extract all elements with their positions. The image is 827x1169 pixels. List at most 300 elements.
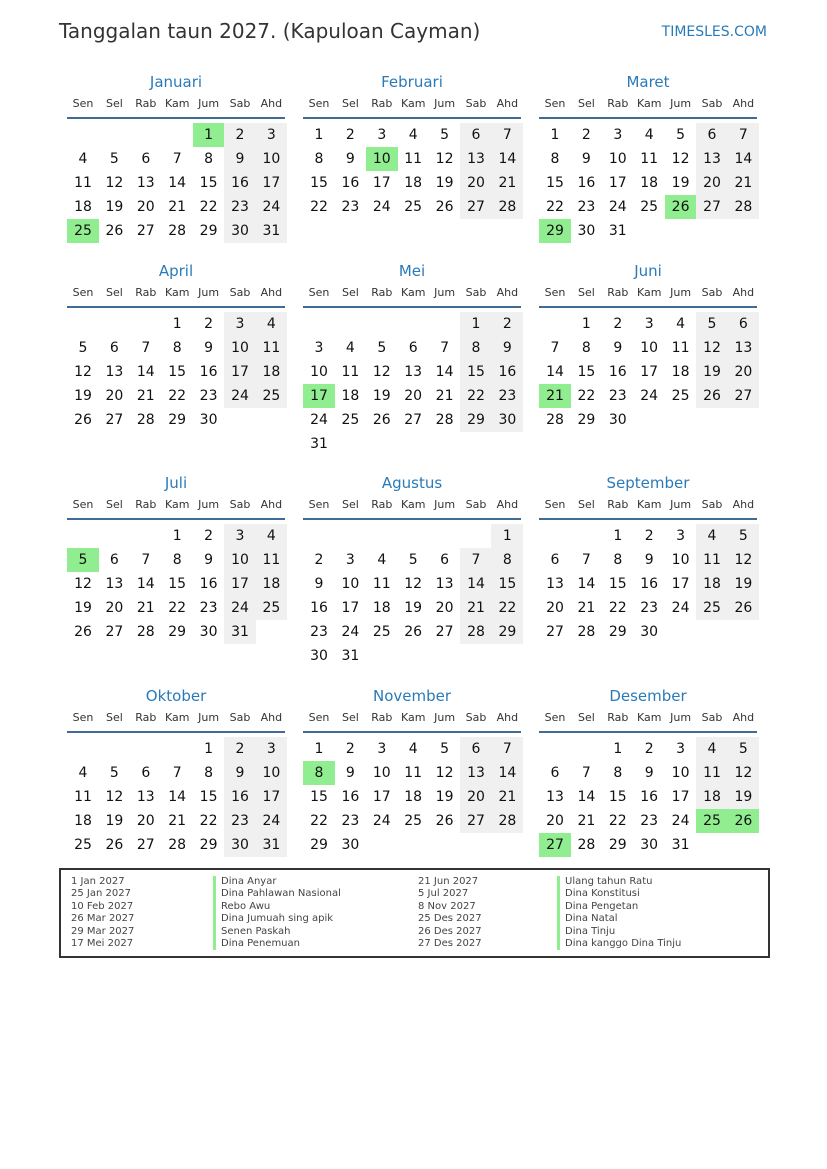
day-cell: 3 (255, 123, 287, 147)
legend-holiday-name: Dina Penemuan (213, 938, 341, 950)
day-cell: 15 (608, 576, 627, 592)
weekday-header (539, 284, 757, 308)
day-cell: 11 (74, 175, 92, 191)
weekday-label: Jum (198, 286, 220, 299)
legend-date: 25 Des 2027 (418, 913, 482, 925)
weekday-label: Rab (371, 498, 393, 511)
month-name: Maret (626, 73, 670, 91)
day-cell: 29 (577, 412, 596, 428)
day-cell: 6 (460, 123, 492, 147)
day-cell: 27 (136, 223, 155, 239)
day-cell: 5 (109, 151, 119, 167)
weekday-label: Kam (164, 711, 190, 724)
day-cell: 11 (404, 765, 423, 781)
day-cell: 4 (377, 552, 387, 568)
day-cell: 9 (613, 340, 623, 356)
month-block (300, 262, 524, 452)
weekday-label: Ahd (496, 286, 519, 299)
day-cell: 19 (404, 600, 423, 616)
holiday-legend (59, 868, 770, 958)
day-cell: 8 (172, 552, 182, 568)
day-cell: 6 (141, 765, 151, 781)
month-block (64, 262, 288, 428)
day-cell: 26 (105, 837, 124, 853)
day-cell: 15 (310, 789, 328, 805)
month-name: Januari (149, 73, 203, 91)
day-cell: 17 (671, 576, 690, 592)
month-block (536, 262, 760, 428)
legend-holiday-name: Dina Jumuah sing apik (213, 913, 341, 925)
weekday-label: Sel (577, 286, 595, 299)
holiday-day-cell: 26 (665, 195, 697, 219)
day-cell: 13 (460, 761, 492, 785)
weekday-label: Rab (607, 286, 629, 299)
day-cell: 31 (341, 648, 360, 664)
holiday-day-cell: 17 (303, 384, 335, 408)
day-cell: 27 (105, 624, 124, 640)
month-name: November (372, 687, 452, 705)
day-cell: 31 (608, 223, 627, 239)
weekday-label: Jum (434, 97, 456, 110)
day-cell: 2 (345, 741, 355, 757)
day-cell: 21 (491, 785, 523, 809)
legend-date: 5 Jul 2027 (418, 888, 469, 900)
day-cell: 21 (577, 600, 596, 616)
day-cell: 13 (460, 147, 492, 171)
weekday-label: Sel (577, 97, 595, 110)
day-cell: 1 (204, 741, 214, 757)
weekday-label: Kam (636, 97, 662, 110)
day-cell: 2 (224, 737, 256, 761)
weekday-label: Sel (341, 97, 359, 110)
weekday-label: Sab (465, 97, 487, 110)
day-cell: 18 (341, 388, 360, 404)
day-cell: 6 (109, 552, 119, 568)
day-cell: 21 (491, 171, 523, 195)
day-cell: 3 (676, 741, 686, 757)
month-name: September (606, 474, 690, 492)
day-cell: 22 (310, 199, 328, 215)
day-cell: 21 (136, 600, 155, 616)
day-cell: 30 (491, 408, 523, 432)
day-cell: 6 (141, 151, 151, 167)
day-cell: 11 (696, 548, 728, 572)
holiday-day-cell: 26 (727, 809, 759, 833)
day-cell: 7 (460, 548, 492, 572)
weekday-label: Sab (701, 711, 723, 724)
month-name: Februari (381, 73, 443, 91)
day-cell: 6 (408, 340, 418, 356)
weekday-label: Ahd (732, 286, 755, 299)
day-cell: 5 (440, 741, 450, 757)
day-cell: 15 (199, 789, 218, 805)
day-cell: 2 (491, 312, 523, 336)
day-cell: 4 (408, 741, 418, 757)
day-cell: 15 (577, 364, 596, 380)
day-cell: 14 (546, 364, 564, 380)
day-cell: 3 (377, 741, 387, 757)
weekday-label: Ahd (496, 498, 519, 511)
day-cell: 1 (172, 316, 182, 332)
weekday-label: Ahd (260, 97, 283, 110)
day-cell: 1 (613, 528, 623, 544)
weekday-label: Rab (371, 711, 393, 724)
day-cell: 13 (727, 336, 759, 360)
day-cell: 6 (696, 123, 728, 147)
day-cell: 28 (577, 837, 596, 853)
day-cell: 26 (105, 223, 124, 239)
weekday-label: Sel (105, 97, 123, 110)
day-cell: 25 (640, 199, 659, 215)
day-cell: 22 (577, 388, 596, 404)
day-cell: 9 (204, 552, 214, 568)
day-cell: 14 (491, 761, 523, 785)
weekday-label: Rab (135, 711, 157, 724)
day-cell: 6 (550, 552, 560, 568)
month-block (536, 687, 760, 853)
day-cell: 12 (696, 336, 728, 360)
day-cell: 3 (345, 552, 355, 568)
day-cell: 21 (727, 171, 759, 195)
day-cell: 10 (255, 147, 287, 171)
day-cell: 3 (255, 737, 287, 761)
day-cell: 21 (168, 199, 187, 215)
day-cell: 12 (727, 761, 759, 785)
holiday-day-cell: 25 (67, 219, 99, 243)
weekday-label: Sab (229, 711, 251, 724)
day-cell: 12 (404, 576, 423, 592)
day-cell: 22 (310, 813, 328, 829)
weekday-header (67, 284, 285, 308)
day-cell: 2 (644, 528, 654, 544)
day-cell: 27 (105, 412, 124, 428)
day-cell: 16 (199, 364, 218, 380)
weekday-label: Sab (701, 97, 723, 110)
day-cell: 4 (255, 312, 287, 336)
day-cell: 24 (671, 600, 690, 616)
day-cell: 1 (172, 528, 182, 544)
day-cell: 11 (640, 151, 659, 167)
day-cell: 13 (546, 576, 564, 592)
weekday-label: Sen (72, 498, 94, 511)
day-cell: 10 (640, 340, 659, 356)
day-cell: 10 (608, 151, 627, 167)
day-cell: 7 (172, 151, 182, 167)
legend-date: 26 Mar 2027 (71, 913, 135, 925)
day-cell: 26 (74, 624, 92, 640)
day-cell: 14 (577, 576, 596, 592)
day-cell: 24 (372, 199, 391, 215)
weekday-label: Jum (670, 711, 692, 724)
month-name: Agustus (381, 474, 443, 492)
weekday-label: Jum (670, 498, 692, 511)
day-cell: 12 (372, 364, 391, 380)
day-cell: 31 (310, 436, 328, 452)
day-cell: 28 (491, 809, 523, 833)
day-cell: 31 (255, 219, 287, 243)
legend-date: 25 Jan 2027 (71, 888, 131, 900)
day-cell: 2 (224, 123, 256, 147)
day-cell: 27 (460, 809, 492, 833)
day-cell: 21 (136, 388, 155, 404)
day-cell: 20 (696, 171, 728, 195)
day-cell: 28 (460, 620, 492, 644)
month-block (536, 73, 760, 239)
holiday-day-cell: 10 (366, 147, 398, 171)
day-cell: 3 (377, 127, 387, 143)
day-cell: 20 (460, 171, 492, 195)
day-cell: 19 (105, 199, 124, 215)
day-cell: 17 (640, 364, 659, 380)
weekday-label: Sen (544, 711, 566, 724)
day-cell: 23 (199, 600, 218, 616)
day-cell: 10 (310, 364, 328, 380)
day-cell: 19 (74, 600, 92, 616)
day-cell: 16 (310, 600, 328, 616)
day-cell: 9 (224, 761, 256, 785)
day-cell: 25 (255, 596, 287, 620)
day-cell: 17 (224, 572, 256, 596)
day-cell: 20 (546, 600, 564, 616)
day-cell: 3 (314, 340, 324, 356)
day-cell: 11 (74, 789, 92, 805)
weekday-label: Rab (607, 97, 629, 110)
weekday-label: Rab (607, 711, 629, 724)
day-cell: 19 (105, 813, 124, 829)
day-cell: 22 (168, 600, 187, 616)
day-cell: 3 (224, 312, 256, 336)
day-cell: 13 (404, 364, 423, 380)
day-cell: 2 (345, 127, 355, 143)
day-cell: 11 (404, 151, 423, 167)
weekday-label: Sel (341, 286, 359, 299)
day-cell: 16 (224, 785, 256, 809)
day-cell: 29 (310, 837, 328, 853)
day-cell: 9 (314, 576, 324, 592)
day-cell: 10 (341, 576, 360, 592)
weekday-header (303, 95, 521, 119)
day-cell: 20 (435, 600, 454, 616)
legend-names-right (557, 876, 681, 950)
day-cell: 22 (491, 596, 523, 620)
day-cell: 9 (345, 151, 355, 167)
weekday-label: Sel (105, 286, 123, 299)
weekday-label: Sen (72, 286, 94, 299)
day-cell: 18 (696, 572, 728, 596)
day-cell: 11 (372, 576, 391, 592)
day-cell: 21 (460, 596, 492, 620)
day-cell: 17 (255, 785, 287, 809)
weekday-label: Sen (72, 711, 94, 724)
weekday-label: Rab (135, 498, 157, 511)
day-cell: 27 (546, 624, 564, 640)
weekday-label: Kam (636, 498, 662, 511)
month-name: April (158, 262, 194, 280)
day-cell: 23 (491, 384, 523, 408)
month-name: Oktober (145, 687, 207, 705)
weekday-label: Sen (308, 711, 330, 724)
weekday-header (539, 95, 757, 119)
weekday-label: Ahd (260, 711, 283, 724)
weekday-header (67, 709, 285, 733)
day-cell: 13 (105, 576, 124, 592)
day-cell: 23 (577, 199, 596, 215)
day-cell: 5 (696, 312, 728, 336)
day-cell: 9 (345, 765, 355, 781)
weekday-header (67, 95, 285, 119)
day-cell: 17 (608, 175, 627, 191)
day-cell: 27 (136, 837, 155, 853)
day-cell: 28 (727, 195, 759, 219)
day-cell: 18 (74, 813, 92, 829)
day-cell: 14 (168, 789, 187, 805)
day-cell: 27 (460, 195, 492, 219)
day-cell: 27 (404, 412, 423, 428)
day-cell: 24 (372, 813, 391, 829)
weekday-label: Jum (434, 498, 456, 511)
weekday-label: Sen (72, 97, 94, 110)
weekday-label: Jum (198, 711, 220, 724)
weekday-label: Sab (229, 498, 251, 511)
day-cell: 28 (435, 412, 454, 428)
day-cell: 13 (546, 789, 564, 805)
day-cell: 3 (224, 524, 256, 548)
day-cell: 25 (671, 388, 690, 404)
day-cell: 29 (491, 620, 523, 644)
day-cell: 31 (255, 833, 287, 857)
day-cell: 13 (435, 576, 454, 592)
weekday-label: Rab (135, 97, 157, 110)
month-block (64, 73, 288, 239)
day-cell: 8 (550, 151, 560, 167)
weekday-label: Kam (400, 286, 426, 299)
day-cell: 11 (671, 340, 690, 356)
day-cell: 7 (581, 552, 591, 568)
day-cell: 13 (136, 175, 155, 191)
day-cell: 2 (581, 127, 591, 143)
day-cell: 8 (613, 552, 623, 568)
weekday-label: Kam (636, 711, 662, 724)
day-cell: 5 (109, 765, 119, 781)
day-cell: 22 (608, 600, 627, 616)
legend-holiday-name: Dina Tinju (557, 926, 681, 938)
day-cell: 24 (608, 199, 627, 215)
day-cell: 15 (546, 175, 564, 191)
day-cell: 18 (671, 364, 690, 380)
weekday-label: Sen (308, 97, 330, 110)
day-cell: 29 (199, 837, 218, 853)
day-cell: 2 (644, 741, 654, 757)
day-cell: 19 (372, 388, 391, 404)
day-cell: 27 (727, 384, 759, 408)
day-cell: 3 (644, 316, 654, 332)
day-cell: 25 (255, 384, 287, 408)
weekday-label: Sab (229, 97, 251, 110)
day-cell: 9 (644, 552, 654, 568)
day-cell: 23 (640, 600, 659, 616)
day-cell: 15 (168, 576, 187, 592)
day-cell: 29 (168, 624, 187, 640)
day-cell: 7 (581, 765, 591, 781)
day-cell: 16 (640, 789, 659, 805)
day-cell: 1 (460, 312, 492, 336)
day-cell: 1 (550, 127, 560, 143)
day-cell: 15 (491, 572, 523, 596)
weekday-label: Ahd (260, 498, 283, 511)
legend-dates-right (418, 876, 482, 950)
day-cell: 20 (136, 813, 155, 829)
day-cell: 26 (435, 199, 454, 215)
month-block (300, 687, 524, 853)
weekday-label: Kam (400, 711, 426, 724)
day-cell: 23 (224, 809, 256, 833)
day-cell: 19 (435, 175, 454, 191)
site-link[interactable]: TIMESLES.COM (661, 24, 767, 40)
weekday-label: Sab (465, 286, 487, 299)
day-cell: 28 (168, 837, 187, 853)
weekday-label: Sel (105, 711, 123, 724)
day-cell: 19 (727, 572, 759, 596)
day-cell: 30 (577, 223, 596, 239)
legend-holiday-name: Dina kanggo Dina Tinju (557, 938, 681, 950)
day-cell: 23 (341, 813, 360, 829)
day-cell: 4 (696, 737, 728, 761)
day-cell: 15 (310, 175, 328, 191)
day-cell: 14 (727, 147, 759, 171)
day-cell: 14 (168, 175, 187, 191)
day-cell: 16 (199, 576, 218, 592)
day-cell: 16 (491, 360, 523, 384)
day-cell: 8 (204, 765, 214, 781)
day-cell: 10 (255, 761, 287, 785)
weekday-label: Jum (670, 97, 692, 110)
day-cell: 22 (199, 199, 218, 215)
day-cell: 18 (404, 789, 423, 805)
weekday-label: Jum (434, 286, 456, 299)
weekday-label: Kam (164, 97, 190, 110)
day-cell: 18 (404, 175, 423, 191)
day-cell: 15 (168, 364, 187, 380)
day-cell: 11 (255, 336, 287, 360)
day-cell: 11 (255, 548, 287, 572)
day-cell: 1 (613, 741, 623, 757)
weekday-header (303, 496, 521, 520)
legend-date: 10 Feb 2027 (71, 900, 134, 912)
weekday-label: Ahd (732, 97, 755, 110)
day-cell: 8 (314, 151, 324, 167)
weekday-label: Kam (164, 286, 190, 299)
day-cell: 30 (224, 833, 256, 857)
weekday-label: Jum (198, 498, 220, 511)
day-cell: 17 (341, 600, 360, 616)
day-cell: 9 (204, 340, 214, 356)
day-cell: 10 (671, 552, 690, 568)
day-cell: 4 (78, 151, 88, 167)
day-cell: 2 (613, 316, 623, 332)
day-cell: 1 (314, 127, 324, 143)
legend-holiday-name: Dina Konstitusi (557, 888, 681, 900)
day-cell: 12 (671, 151, 690, 167)
day-cell: 23 (224, 195, 256, 219)
day-cell: 13 (105, 364, 124, 380)
month-name: Juli (164, 474, 188, 492)
day-cell: 17 (224, 360, 256, 384)
day-cell: 21 (435, 388, 454, 404)
day-cell: 19 (435, 789, 454, 805)
weekday-label: Sel (105, 498, 123, 511)
holiday-day-cell: 29 (539, 219, 571, 243)
day-cell: 20 (727, 360, 759, 384)
